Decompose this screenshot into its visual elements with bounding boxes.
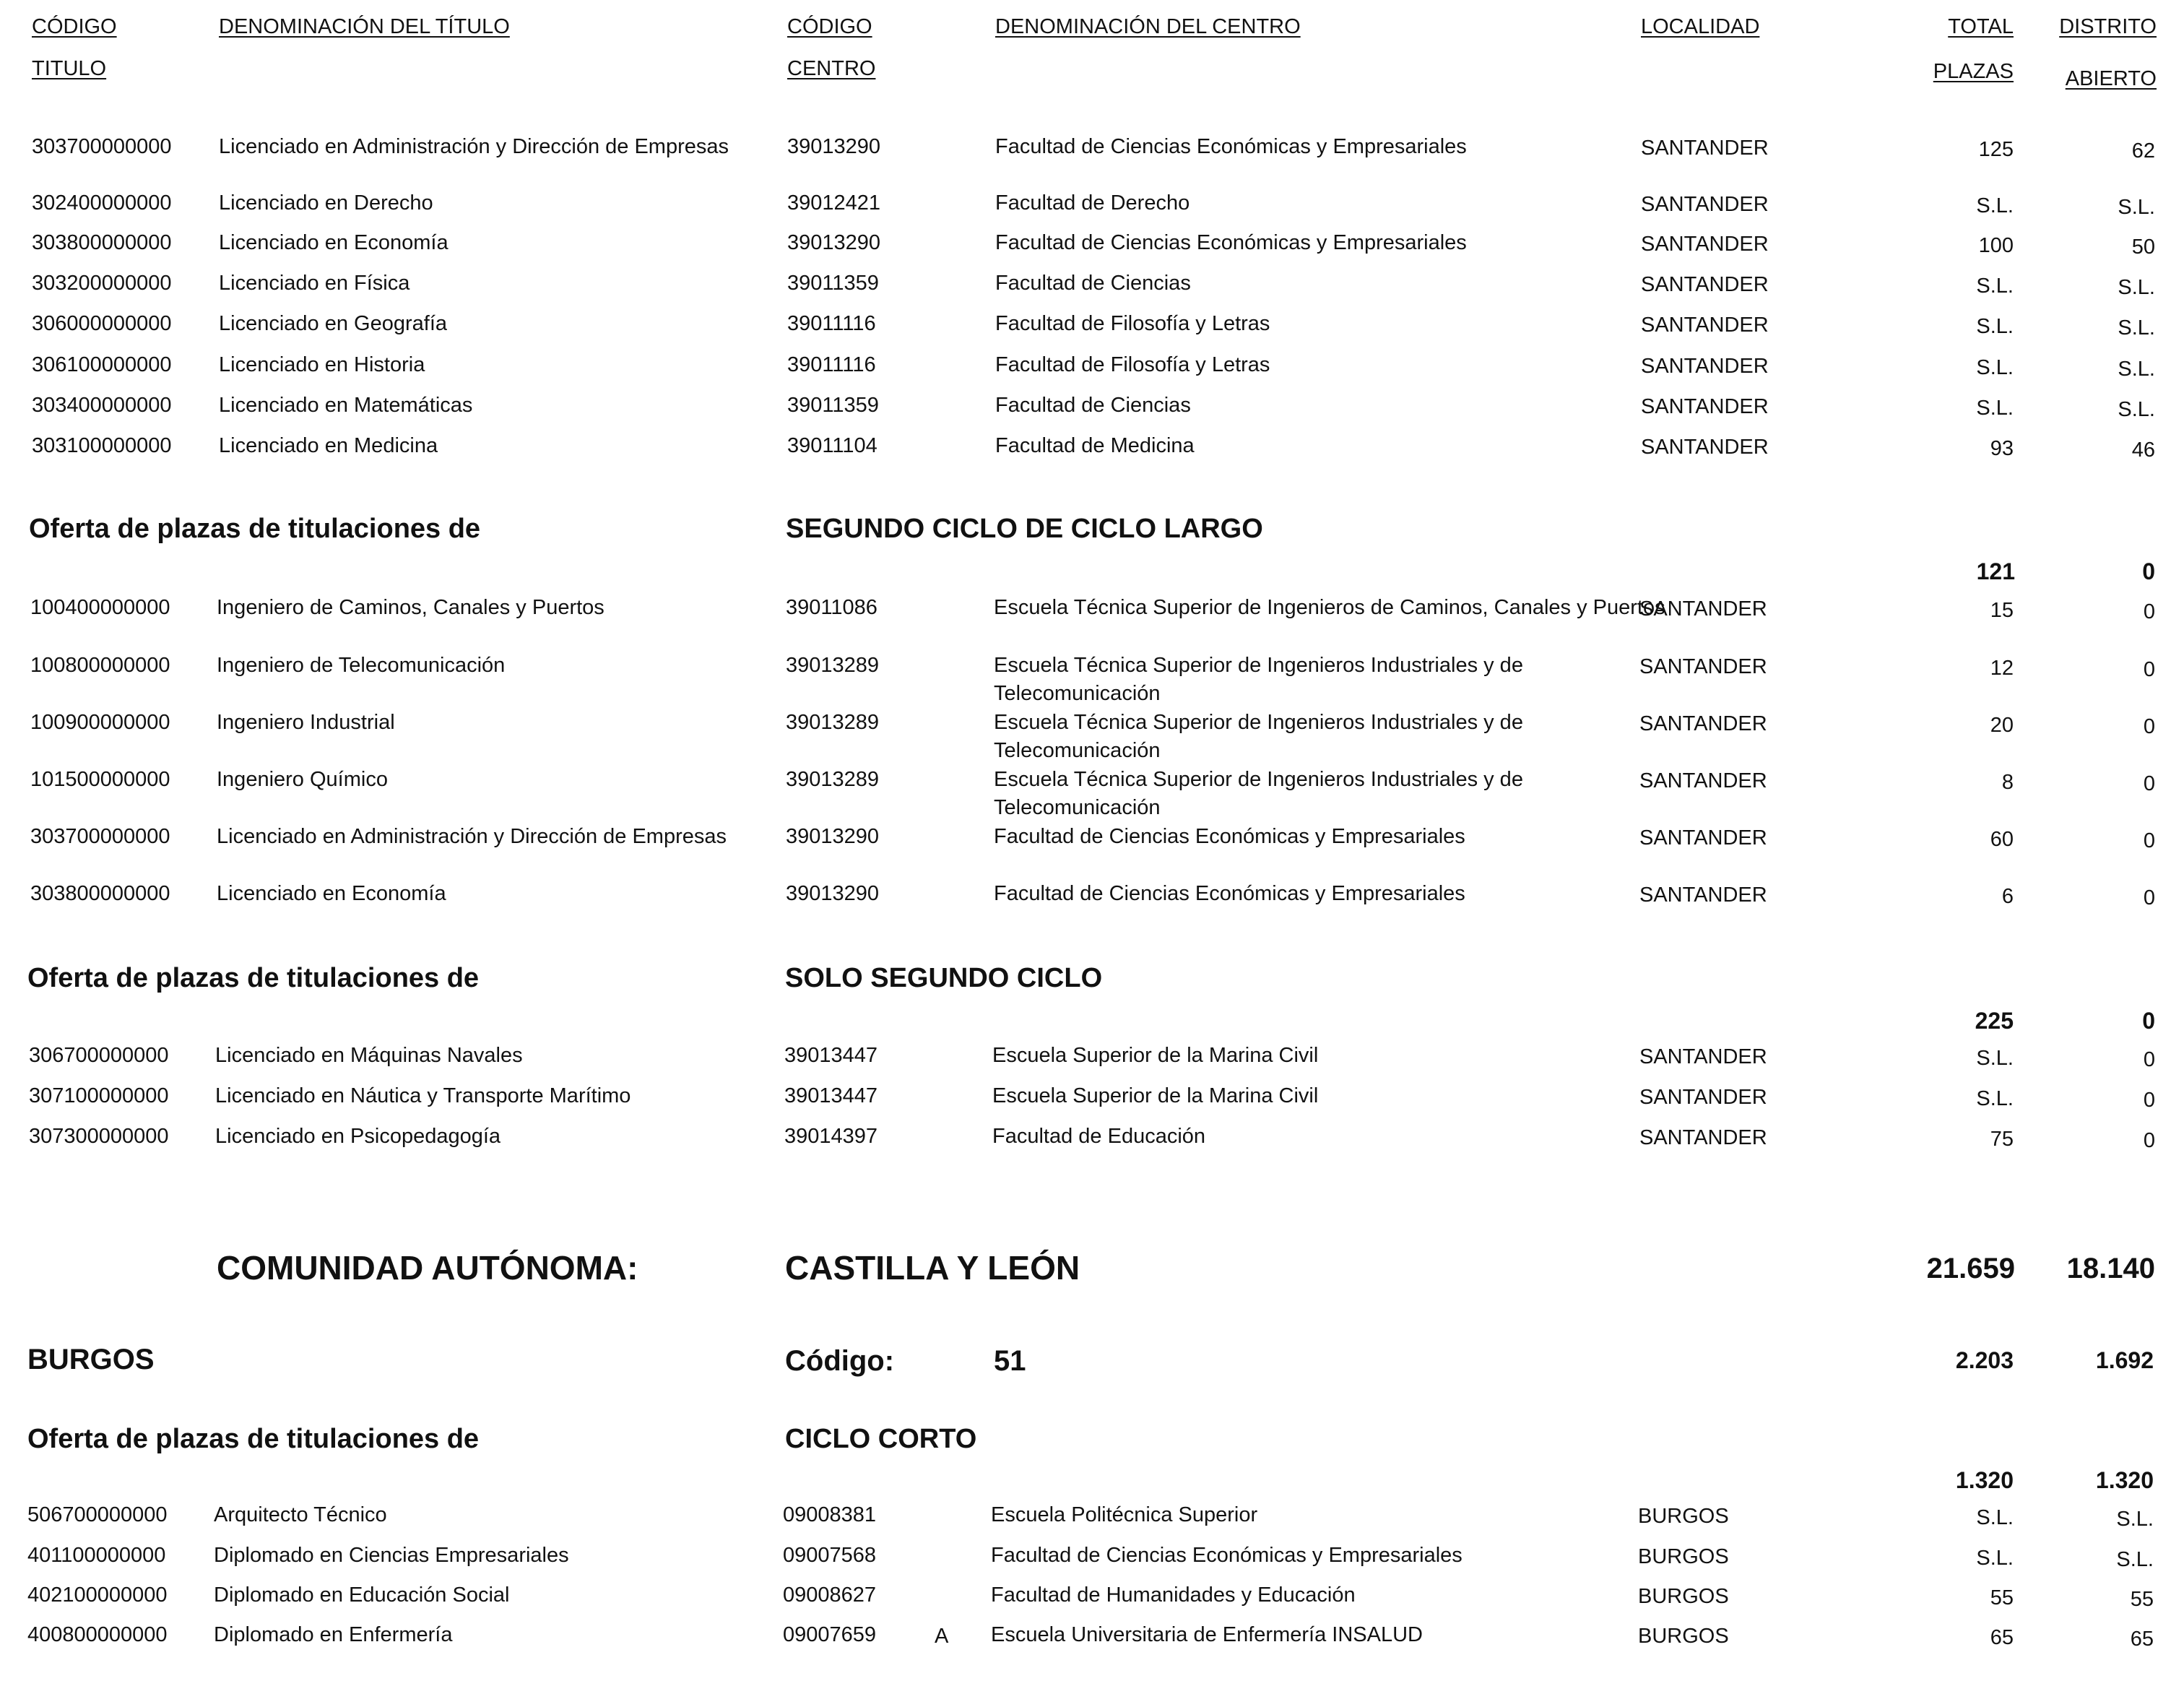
distrito-abierto: 65 (2130, 1628, 2154, 1651)
denominacion-centro: Escuela Técnica Superior de Ingenieros Industriales y de (994, 711, 1523, 734)
denominacion-centro: Facultad de Ciencias (995, 272, 1191, 295)
codigo-titulo: 402100000000 (27, 1583, 168, 1607)
header-codigo-centro-1: CÓDIGO (787, 15, 872, 38)
codigo-titulo: 506700000000 (27, 1503, 168, 1526)
total-plazas: 65 (1990, 1626, 2014, 1649)
codigo-titulo: 400800000000 (27, 1623, 168, 1646)
localidad: SANTANDER (1639, 712, 1767, 735)
codigo-centro: 39011359 (787, 394, 879, 417)
header-denominacion-centro: DENOMINACIÓN DEL CENTRO (995, 15, 1301, 38)
total-plazas: 8 (2001, 771, 2014, 794)
denominacion-centro: Facultad de Ciencias (995, 394, 1191, 417)
header-distrito-abierto-2: ABIERTO (2065, 67, 2157, 90)
distrito-abierto: S.L. (2118, 196, 2155, 219)
total-plazas: 93 (1990, 437, 2014, 460)
denominacion-centro: Facultad de Medicina (995, 434, 1195, 457)
distrito-abierto: 0 (2143, 1129, 2155, 1152)
codigo-titulo: 307300000000 (29, 1125, 169, 1148)
codigo-centro: 39013447 (784, 1044, 878, 1067)
codigo-centro: 39013447 (784, 1084, 878, 1107)
section-label: Oferta de plazas de titulaciones de (29, 514, 481, 544)
localidad: SANTANDER (1641, 193, 1769, 216)
section-type: SOLO SEGUNDO CICLO (785, 963, 1103, 993)
distrito-abierto: 62 (2131, 139, 2155, 163)
total-plazas: 55 (1990, 1586, 2014, 1609)
distrito-abierto: 0 (2143, 1089, 2155, 1112)
codigo-titulo: 303700000000 (30, 825, 170, 848)
codigo-titulo: 306000000000 (32, 312, 172, 335)
comunidad-total: 21.659 (1926, 1253, 2015, 1284)
provincia-name: BURGOS (27, 1344, 155, 1375)
localidad: SANTANDER (1641, 137, 1769, 160)
localidad: SANTANDER (1639, 1086, 1767, 1109)
denominacion-titulo: Arquitecto Técnico (214, 1503, 387, 1526)
total-plazas: S.L. (1976, 315, 2014, 338)
denominacion-centro: Facultad de Humanidades y Educación (991, 1583, 1356, 1607)
denominacion-titulo: Licenciado en Economía (219, 231, 448, 254)
localidad: BURGOS (1638, 1505, 1729, 1528)
codigo-titulo: 101500000000 (30, 768, 170, 791)
comunidad-label: COMUNIDAD AUTÓNOMA: (217, 1249, 638, 1287)
codigo-titulo: 303200000000 (32, 272, 172, 295)
section-total: 1.320 (1955, 1467, 2014, 1493)
denominacion-titulo: Licenciado en Geografía (219, 312, 447, 335)
section-label: Oferta de plazas de titulaciones de (27, 963, 480, 993)
codigo-titulo: 303100000000 (32, 434, 172, 457)
header-denominacion-titulo: DENOMINACIÓN DEL TÍTULO (219, 15, 510, 38)
codigo-centro: 39011104 (787, 434, 878, 457)
denominacion-titulo: Licenciado en Matemáticas (219, 394, 473, 417)
distrito-abierto: S.L. (2118, 316, 2155, 340)
total-plazas: 6 (2001, 885, 2014, 908)
section-distrito: 0 (2142, 558, 2155, 584)
codigo-titulo: 100400000000 (30, 596, 170, 619)
total-plazas: 60 (1990, 828, 2014, 851)
denominacion-centro: Escuela Universitaria de Enfermería INSALUD (991, 1623, 1423, 1646)
codigo-centro: 39013290 (786, 882, 880, 905)
header-codigo-titulo-2: TITULO (32, 57, 107, 80)
denominacion-centro: Escuela Politécnica Superior (991, 1503, 1258, 1526)
denominacion-titulo: Ingeniero Industrial (217, 711, 395, 734)
codigo-centro: 09007659 (783, 1623, 877, 1646)
denominacion-centro: Escuela Técnica Superior de Ingenieros Industriales y de (994, 768, 1523, 791)
codigo-centro: 39011116 (787, 312, 876, 335)
localidad: SANTANDER (1639, 1045, 1767, 1068)
denominacion-titulo: Licenciado en Psicopedagogía (215, 1125, 501, 1148)
codigo-centro: 09007568 (783, 1544, 877, 1567)
distrito-abierto: S.L. (2118, 276, 2155, 299)
codigo-titulo: 302400000000 (32, 191, 172, 215)
total-plazas: 12 (1990, 657, 2014, 680)
header-total-plazas-1: TOTAL (1948, 15, 2014, 38)
denominacion-centro: Telecomunicación (994, 796, 1161, 819)
codigo-centro: 39013290 (786, 825, 880, 848)
header-distrito-abierto-1: DISTRITO (2059, 15, 2157, 38)
denominacion-centro: Facultad de Filosofía y Letras (995, 353, 1270, 376)
denominacion-centro: Facultad de Ciencias Económicas y Empresariales (995, 231, 1467, 254)
provincia-codigo: 51 (994, 1345, 1026, 1377)
denominacion-titulo: Licenciado en Economía (217, 882, 446, 905)
localidad: SANTANDER (1639, 826, 1767, 850)
denominacion-centro: Facultad de Ciencias Económicas y Empresariales (991, 1544, 1462, 1567)
codigo-centro: 39011116 (787, 353, 876, 376)
codigo-centro: 39013290 (787, 135, 881, 158)
localidad: SANTANDER (1641, 273, 1769, 296)
localidad: SANTANDER (1641, 314, 1769, 337)
codigo-centro: 09008381 (783, 1503, 877, 1526)
codigo-centro: 39013289 (786, 768, 880, 791)
total-plazas: S.L. (1976, 356, 2014, 379)
denominacion-titulo: Diplomado en Enfermería (214, 1623, 453, 1646)
codigo-centro: 39014397 (784, 1125, 878, 1148)
section-total: 121 (1976, 558, 2015, 584)
denominacion-centro: Facultad de Ciencias Económicas y Empresariales (994, 825, 1465, 848)
total-plazas: 125 (1978, 138, 2014, 161)
localidad: SANTANDER (1639, 655, 1767, 678)
denominacion-centro: Facultad de Educación (992, 1125, 1206, 1148)
denominacion-titulo: Diplomado en Educación Social (214, 1583, 510, 1607)
total-plazas: 75 (1990, 1128, 2014, 1151)
distrito-abierto: 50 (2131, 235, 2155, 259)
denominacion-titulo: Licenciado en Máquinas Navales (215, 1044, 523, 1067)
codigo-centro: 39013289 (786, 654, 880, 677)
total-plazas: S.L. (1976, 1506, 2014, 1529)
section-distrito: 0 (2142, 1008, 2155, 1034)
distrito-abierto: 46 (2131, 438, 2155, 462)
total-plazas: S.L. (1976, 1547, 2014, 1570)
total-plazas: S.L. (1976, 1087, 2014, 1110)
distrito-abierto: S.L. (2118, 398, 2155, 421)
codigo-titulo: 306700000000 (29, 1044, 169, 1067)
distrito-abierto: 0 (2143, 772, 2155, 795)
denominacion-centro: Facultad de Filosofía y Letras (995, 312, 1270, 335)
section-type: CICLO CORTO (785, 1424, 977, 1454)
distrito-abierto: 0 (2143, 658, 2155, 681)
localidad: SANTANDER (1639, 597, 1767, 621)
localidad: BURGOS (1638, 1585, 1729, 1608)
denominacion-centro: Facultad de Ciencias Económicas y Empresariales (995, 135, 1467, 158)
total-plazas: 15 (1990, 599, 2014, 622)
denominacion-titulo: Licenciado en Historia (219, 353, 425, 376)
header-total-plazas-2: PLAZAS (1933, 60, 2014, 83)
comunidad-name: CASTILLA Y LEÓN (785, 1249, 1080, 1287)
denominacion-titulo: Diplomado en Ciencias Empresariales (214, 1544, 569, 1567)
localidad: BURGOS (1638, 1545, 1729, 1568)
provincia-total: 2.203 (1955, 1347, 2014, 1373)
localidad: SANTANDER (1641, 355, 1769, 378)
total-plazas: S.L. (1976, 1047, 2014, 1070)
codigo-centro: 09008627 (783, 1583, 877, 1607)
denominacion-titulo: Licenciado en Administración y Dirección de Empresas (219, 135, 729, 158)
section-label: Oferta de plazas de titulaciones de (27, 1424, 480, 1454)
localidad: SANTANDER (1639, 769, 1767, 792)
denominacion-titulo: Licenciado en Física (219, 272, 410, 295)
header-localidad: LOCALIDAD (1641, 15, 1760, 38)
codigo-centro: 39013289 (786, 711, 880, 734)
denominacion-titulo: Licenciado en Medicina (219, 434, 438, 457)
distrito-abierto: S.L. (2118, 358, 2155, 381)
section-total: 225 (1975, 1008, 2014, 1034)
denominacion-centro: Facultad de Derecho (995, 191, 1190, 215)
localidad: BURGOS (1638, 1625, 1729, 1648)
localidad: SANTANDER (1641, 233, 1769, 256)
header-codigo-centro-2: CENTRO (787, 57, 876, 80)
codigo-centro: 39011086 (786, 596, 878, 619)
codigo-titulo: 303800000000 (32, 231, 172, 254)
codigo-titulo: 307100000000 (29, 1084, 169, 1107)
codigo-titulo: 100900000000 (30, 711, 170, 734)
localidad: SANTANDER (1641, 395, 1769, 418)
total-plazas: S.L. (1976, 194, 2014, 217)
header-codigo-titulo-1: CÓDIGO (32, 15, 117, 38)
codigo-titulo: 306100000000 (32, 353, 172, 376)
section-distrito: 1.320 (2095, 1467, 2154, 1493)
denominacion-centro: Escuela Superior de la Marina Civil (992, 1084, 1319, 1107)
distrito-abierto: 0 (2143, 715, 2155, 738)
codigo-centro: 39013290 (787, 231, 881, 254)
distrito-abierto: S.L. (2116, 1508, 2154, 1531)
codigo-centro: 39012421 (787, 191, 881, 215)
localidad: SANTANDER (1639, 883, 1767, 907)
denominacion-titulo: Ingeniero de Telecomunicación (217, 654, 506, 677)
denominacion-centro: Escuela Técnica Superior de Ingenieros Industriales y de (994, 654, 1523, 677)
section-type: SEGUNDO CICLO DE CICLO LARGO (786, 514, 1263, 544)
denominacion-titulo: Licenciado en Náutica y Transporte Marítimo (215, 1084, 631, 1107)
distrito-abierto: 55 (2130, 1588, 2154, 1611)
denominacion-titulo: Licenciado en Administración y Dirección de Empresas (217, 825, 727, 848)
codigo-titulo: 303700000000 (32, 135, 172, 158)
total-plazas: 100 (1978, 234, 2014, 257)
denominacion-centro: Escuela Técnica Superior de Ingenieros de Caminos, Canales y Puertos (994, 596, 1665, 619)
codigo-titulo: 401100000000 (27, 1544, 166, 1567)
codigo-titulo: 100800000000 (30, 654, 170, 677)
total-plazas: 20 (1990, 714, 2014, 737)
distrito-abierto: 0 (2143, 1048, 2155, 1071)
provincia-codigo-label: Código: (785, 1345, 895, 1377)
centro-marca: A (935, 1625, 949, 1648)
denominacion-titulo: Ingeniero Químico (217, 768, 388, 791)
localidad: SANTANDER (1639, 1126, 1767, 1149)
denominacion-centro: Escuela Superior de la Marina Civil (992, 1044, 1319, 1067)
distrito-abierto: S.L. (2116, 1548, 2154, 1571)
distrito-abierto: 0 (2143, 600, 2155, 623)
total-plazas: S.L. (1976, 397, 2014, 420)
denominacion-centro: Facultad de Ciencias Económicas y Empresariales (994, 882, 1465, 905)
comunidad-distrito: 18.140 (2066, 1253, 2155, 1284)
codigo-titulo: 303400000000 (32, 394, 172, 417)
denominacion-titulo: Licenciado en Derecho (219, 191, 433, 215)
distrito-abierto: 0 (2143, 886, 2155, 909)
codigo-centro: 39011359 (787, 272, 879, 295)
total-plazas: S.L. (1976, 275, 2014, 298)
denominacion-titulo: Ingeniero de Caminos, Canales y Puertos (217, 596, 604, 619)
localidad: SANTANDER (1641, 436, 1769, 459)
codigo-titulo: 303800000000 (30, 882, 170, 905)
denominacion-centro: Telecomunicación (994, 682, 1161, 705)
denominacion-centro: Telecomunicación (994, 739, 1161, 762)
distrito-abierto: 0 (2143, 829, 2155, 852)
provincia-distrito: 1.692 (2095, 1347, 2154, 1373)
